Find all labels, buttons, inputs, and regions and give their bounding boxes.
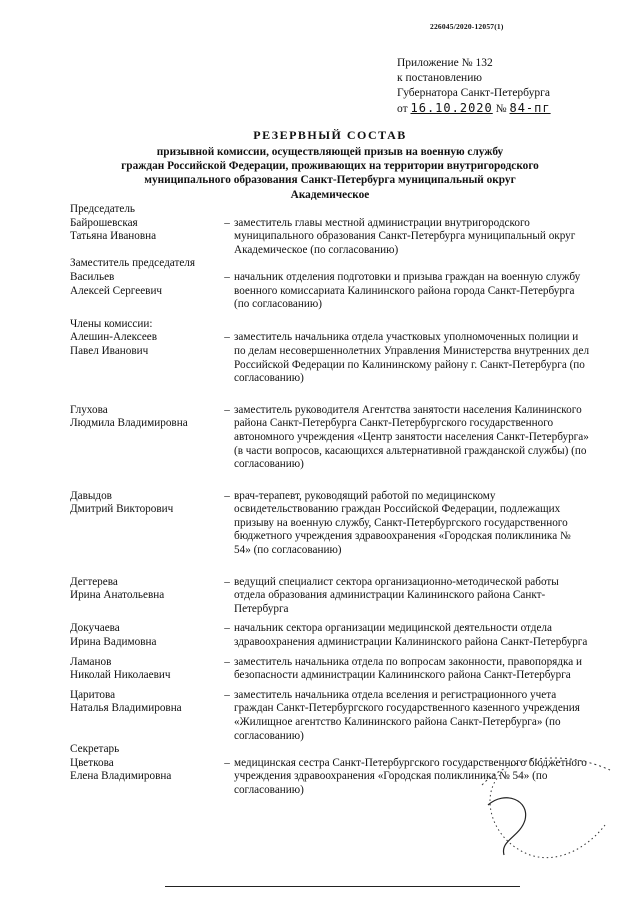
appendix-line-2: к постановлению: [397, 72, 482, 84]
entry-dash: –: [224, 270, 230, 283]
signature-mark: [470, 745, 620, 875]
entry-dash: –: [224, 489, 230, 502]
deputy-heading: Заместитель председателя: [70, 257, 196, 270]
member-name: [70, 689, 220, 716]
member-given-names: Татьяна Ивановна: [70, 230, 157, 243]
title-main: РЕЗЕРВНЫЙ СОСТАВ: [253, 128, 407, 142]
secretary-heading: Секретарь: [70, 743, 120, 756]
member-surname: Байрошевская: [70, 216, 138, 229]
entry-dash: –: [224, 756, 230, 769]
title-line-1: призывной комиссии, осуществляющей призыв на военную службу: [156, 146, 504, 158]
member-entry: [70, 331, 590, 385]
member-entry: [70, 689, 590, 743]
member-given-names: Наталья Владимировна: [70, 702, 182, 715]
decree-date: 16.10.2020: [410, 101, 493, 115]
member-given-names: Людмила Владимировна: [70, 417, 188, 430]
member-surname: Царитова: [70, 688, 116, 701]
footer-rule: [165, 886, 520, 887]
member-name: [70, 622, 220, 649]
decree-date-line: [397, 101, 551, 117]
document-number: 226045/2020-12057(1): [430, 22, 504, 31]
member-entry: [70, 404, 590, 472]
member-role: начальник отделения подготовки и призыва граждан на военную службу военного комиссариата Калининского района города Санкт-Петербурга (по согласованию): [234, 270, 581, 311]
member-surname: Докучаева: [70, 622, 120, 635]
member-role: врач-терапевт, руководящий работой по медицинскому освидетельствованию граждан Российской Федерации, подлежащих призыву на военную службу, Санкт-Петербургского государственного бюджетного учреждения здравоохранения «Городская поликлиника № 54» (по согласованию): [234, 489, 571, 557]
deputy-entry: [70, 271, 590, 312]
member-entry: [70, 576, 590, 617]
member-name: [70, 656, 220, 683]
from-word: от: [397, 103, 408, 115]
entry-dash: –: [224, 403, 230, 416]
member-name: [70, 217, 220, 244]
member-surname: Дегтерева: [70, 575, 118, 588]
member-role: начальник сектора организации медицинской деятельности отдела здравоохранения администрации Калининского района Санкт-Петербурга: [234, 622, 588, 649]
member-role: заместитель начальника отдела вселения и регистрационного учета граждан Санкт-Петербургского государственного казенного учреждения «Жилищное агентство Калининского района Санкт-Петербурга» (по согласованию): [234, 688, 580, 742]
member-name: [70, 404, 220, 431]
member-surname: Цветкова: [70, 756, 114, 769]
decree-number: 84-пг: [509, 101, 551, 115]
title-line-3: муниципального образования Санкт-Петербурга муниципальный округ: [144, 174, 516, 187]
members-heading: Члены комиссии:: [70, 317, 153, 330]
member-entry: [70, 622, 590, 649]
member-surname: Васильев: [70, 270, 115, 283]
appendix-header: [397, 56, 551, 117]
member-name: [70, 490, 220, 517]
chair-heading: Председатель: [70, 203, 136, 215]
member-name: [70, 271, 220, 298]
member-role: медицинская сестра Санкт-Петербургского государственного бюджетного учреждения здравоохранения «Городская поликлиника № 54» (по согласованию): [234, 756, 587, 796]
member-given-names: Алексей Сергеевич: [70, 284, 163, 297]
chair-entry: [70, 217, 590, 258]
title-line-2: граждан Российской Федерации, проживающих на территории внутригородского: [121, 160, 539, 173]
entry-dash: –: [224, 688, 230, 701]
member-role: заместитель начальника отдела участковых уполномоченных полиции и по делам несовершеннолетних Управления Министерства внутренних дел Российской Федерации по Калининскому району г. Санкт-Петербурга (по согласованию): [234, 331, 590, 385]
member-entry: [70, 490, 590, 558]
commission-list: [70, 203, 590, 798]
member-given-names: Павел Иванович: [70, 344, 149, 357]
member-given-names: Ирина Анатольевна: [70, 589, 165, 602]
appendix-line-1: Приложение № 132: [397, 57, 493, 69]
appendix-line-3: Губернатора Санкт-Петербурга: [397, 87, 550, 99]
entry-dash: –: [224, 575, 230, 588]
entry-dash: –: [224, 216, 230, 229]
entry-dash: –: [224, 622, 230, 635]
member-surname: Алешин-Алексеев: [70, 331, 158, 344]
member-given-names: Елена Владимировна: [70, 770, 172, 783]
member-surname: Глухова: [70, 403, 108, 416]
member-role: заместитель начальника отдела по вопросам законности, правопорядка и безопасности администрации Калининского района Санкт-Петербурга: [234, 655, 583, 682]
member-name: [70, 331, 220, 358]
number-sign: №: [495, 103, 507, 115]
member-surname: Ламанов: [70, 655, 112, 668]
member-role: заместитель главы местной администрации внутригородского муниципального образования Санкт-Петербурга муниципальный округ Академическое (по согласованию): [234, 216, 576, 256]
member-surname: Давыдов: [70, 489, 112, 502]
title-line-4: Академическое: [290, 188, 370, 201]
member-given-names: Николай Николаевич: [70, 669, 171, 682]
member-name: [70, 576, 220, 603]
entry-dash: –: [224, 331, 230, 344]
member-given-names: Дмитрий Викторович: [70, 503, 174, 516]
member-entry: [70, 656, 590, 683]
member-given-names: Ирина Вадимовна: [70, 636, 157, 649]
document-title: [60, 128, 600, 202]
entry-dash: –: [224, 655, 230, 668]
member-role: ведущий специалист сектора организационно-методической работы отдела образования администрации Калининского района Санкт-Петербурга: [234, 575, 559, 615]
member-name: [70, 757, 220, 784]
member-role: заместитель руководителя Агентства занятости населения Калининского района Санкт-Петербурга Санкт-Петербургского государственного автономного учреждения «Центр занятости населения Санкт-Петербурга» (в части вопросов, касающихся альтернативной гражданской службы) (по согласованию): [234, 403, 589, 471]
